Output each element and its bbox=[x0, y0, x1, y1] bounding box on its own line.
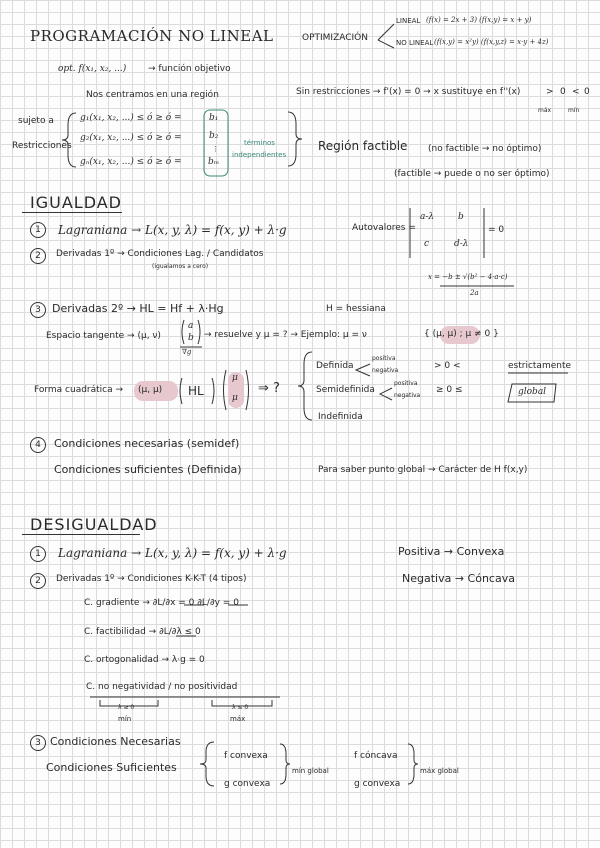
cond-suficientes-des: Condiciones Suficientes bbox=[46, 761, 177, 774]
restricciones-label: Restricciones bbox=[12, 141, 72, 151]
sin-restricciones: Sin restricciones → f'(x) = 0 → x sustituye en f''(x) bbox=[296, 87, 521, 97]
lagrangiana-desigualdad: Lagraniana → L(x, y, λ) = f(x, y) + λ·g bbox=[58, 546, 287, 560]
quadratic-formula: x = −b ± √(b² − 4·a·c) bbox=[428, 273, 508, 281]
sin-restr-min: mín bbox=[568, 107, 580, 114]
sujeto-label: sujeto a bbox=[18, 116, 54, 126]
section-desigualdad: DESIGUALDAD bbox=[30, 515, 158, 534]
des-step-3: 3 bbox=[30, 735, 46, 751]
vector-b: b bbox=[188, 333, 194, 343]
page-title: PROGRAMACIÓN NO LINEAL bbox=[30, 27, 274, 45]
igualamos-note: (igualamos a cero) bbox=[152, 263, 209, 270]
mumu-row: (μ, μ) bbox=[138, 385, 163, 395]
des-step-1: 1 bbox=[30, 546, 46, 562]
factible: (factible → puede o no ser óptimo) bbox=[394, 169, 550, 179]
ejemplo-set: { (μ, μ) ; μ ≠ 0 } bbox=[424, 329, 499, 339]
def-positiva: positiva bbox=[372, 355, 396, 362]
lagrangiana-igualdad: Lagraniana → L(x, y, λ) = f(x, y) + λ·g bbox=[58, 223, 287, 237]
bm: bₘ bbox=[208, 157, 220, 167]
c-gradiente: C. gradiente → ∂L/∂x = 0 ∂L/∂y = 0 bbox=[84, 598, 239, 608]
quadratic-den: 2a bbox=[470, 289, 479, 297]
step-3: 3 bbox=[30, 302, 46, 318]
det-eq: = 0 bbox=[488, 225, 505, 235]
c-ortogonalidad: C. ortogonalidad → λ·g = 0 bbox=[84, 655, 205, 665]
constraint-2: g₂(x₁, x₂, ...) ≤ ó ≥ ó = bbox=[80, 133, 182, 143]
hl-matrix: HL bbox=[188, 384, 204, 398]
objective-desc: → función objetivo bbox=[148, 64, 231, 74]
det-a: a-λ bbox=[420, 212, 435, 222]
sin-restr-max: máx bbox=[538, 107, 552, 114]
section-igualdad: IGUALDAD bbox=[30, 193, 122, 212]
resuelve-text: → resuelve y μ = ? → Ejemplo: μ = ν bbox=[204, 330, 367, 340]
terminos-2: independientes bbox=[232, 151, 287, 159]
def-signs: > 0 < bbox=[434, 361, 461, 371]
b2: b₂ bbox=[209, 131, 219, 141]
constraint-n: gₙ(x₁, x₂, ...) ≤ ó ≥ ó = bbox=[80, 157, 182, 167]
sin-restr-gt: > bbox=[546, 87, 554, 97]
gradient-g: ∇g bbox=[182, 348, 192, 356]
sin-restr-lt: < bbox=[572, 87, 580, 97]
step-2: 2 bbox=[30, 248, 46, 264]
f-convexa: f convexa bbox=[224, 751, 268, 761]
f-concava: f cóncava bbox=[354, 751, 398, 761]
sin-restr-zero: 0 bbox=[560, 87, 566, 97]
c-factibilidad: C. factibilidad → ∂L/∂λ ≤ 0 bbox=[84, 627, 201, 637]
step-4: 4 bbox=[30, 437, 46, 453]
max-global: máx global bbox=[420, 767, 459, 775]
indefinida: Indefinida bbox=[318, 412, 363, 422]
negativa-concava: Negativa → Cóncava bbox=[402, 572, 515, 585]
espacio-tangente: Espacio tangente → (μ, ν) bbox=[46, 331, 161, 341]
det-c: c bbox=[424, 239, 430, 249]
c-no-negatividad: C. no negatividad / no positividad bbox=[86, 682, 238, 692]
definida: Definida bbox=[316, 361, 354, 371]
forma-cuadratica: Forma cuadrática → bbox=[34, 385, 124, 395]
desigualdad-underline bbox=[22, 534, 140, 535]
semidefinida: Semidefinida bbox=[316, 385, 375, 395]
lineal-example: (f(x) = 2x + 3) (f(x,y) = x + y) bbox=[426, 16, 532, 24]
terminos-1: términos bbox=[244, 139, 275, 147]
step-1: 1 bbox=[30, 222, 46, 238]
sin-restr-zero2: 0 bbox=[584, 87, 590, 97]
derivadas1-igualdad: Derivadas 1º → Condiciones Lag. / Candidatos bbox=[56, 249, 264, 259]
kkt-min: mín bbox=[118, 715, 132, 723]
b-dots: ⋮ bbox=[212, 145, 219, 153]
para-saber-global: Para saber punto global → Carácter de H f(x,y) bbox=[318, 465, 528, 475]
def-negativa: negativa bbox=[372, 367, 399, 374]
semi-signs: ≥ 0 ≤ bbox=[436, 385, 463, 395]
vector-a: a bbox=[188, 321, 194, 331]
semi-positiva: positiva bbox=[394, 380, 418, 387]
lambda-le-zero: λ ≤ 0 bbox=[232, 704, 249, 711]
hessiana-note: H = hessiana bbox=[326, 304, 386, 314]
estrictamente: estrictamente bbox=[508, 361, 572, 371]
des-step-2: 2 bbox=[30, 573, 46, 589]
region-factible: Región factible bbox=[318, 139, 408, 153]
lineal-label: LINEAL bbox=[396, 17, 421, 25]
global-box: global bbox=[518, 387, 547, 397]
kkt-max: máx bbox=[230, 715, 246, 723]
det-b: b bbox=[458, 212, 464, 222]
cond-necesarias-igualdad: Condiciones necesarias (semidef) bbox=[54, 437, 240, 450]
centro-text: Nos centramos en una región bbox=[86, 90, 219, 100]
nolineal-label: NO LINEAL bbox=[396, 39, 434, 47]
det-d: d-λ bbox=[454, 239, 469, 249]
igualdad-underline bbox=[22, 212, 122, 213]
objective-expr: opt. f(x₁, x₂, ...) bbox=[58, 64, 127, 74]
lambda-ge-zero: λ ≥ 0 bbox=[118, 704, 135, 711]
mu-col-2: μ bbox=[232, 393, 238, 403]
constraint-1: g₁(x₁, x₂, ...) ≤ ó ≥ ó = bbox=[80, 113, 182, 123]
derivadas2-igualdad: Derivadas 2º → HL = Hf + λ·Hg bbox=[52, 302, 224, 315]
b1: b₁ bbox=[209, 113, 219, 123]
g-convexa: g convexa bbox=[224, 779, 271, 789]
derivadas1-desigualdad: Derivadas 1º → Condiciones K-K-T (4 tipos) bbox=[56, 574, 247, 584]
semi-negativa: negativa bbox=[394, 392, 421, 399]
g-convexa-2: g convexa bbox=[354, 779, 401, 789]
cond-necesarias-des: Condiciones Necesarias bbox=[50, 735, 181, 748]
implies-question: ⇒ ? bbox=[258, 381, 280, 396]
no-factible: (no factible → no óptimo) bbox=[428, 144, 542, 154]
optimizacion-label: OPTIMIZACIÓN bbox=[302, 33, 369, 43]
min-global: mín global bbox=[292, 767, 329, 775]
cond-suficientes-igualdad: Condiciones suficientes (Definida) bbox=[54, 463, 242, 476]
autovalores-label: Autovalores = bbox=[352, 223, 416, 233]
mu-col-1: μ bbox=[232, 373, 238, 383]
nolineal-example: (f(x,y) = x²y) (f(x,y,z) = x·y + 4z) bbox=[434, 38, 549, 46]
positiva-convexa: Positiva → Convexa bbox=[398, 545, 505, 558]
